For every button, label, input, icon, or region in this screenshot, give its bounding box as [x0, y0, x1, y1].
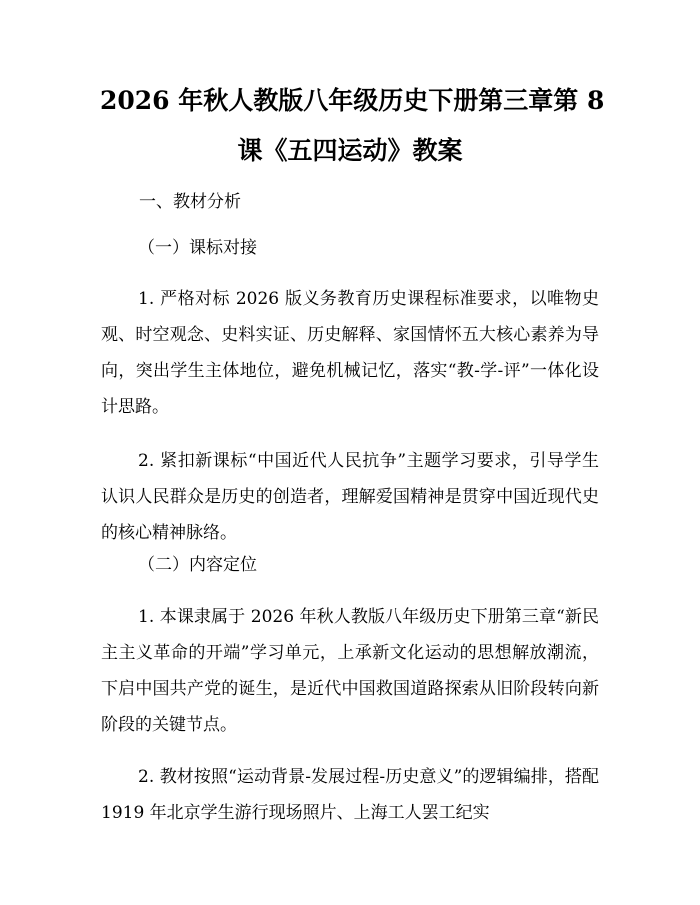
paragraph-curriculum-2: 2. 紧扣新课标“中国近代人民抗争”主题学习要求，引导学生认识人民群众是历史的创造者，理解爱国精神是贯穿中国近现代史的核心精神脉络。 [101, 451, 599, 543]
document-title-line-2: 课《五四运动》教案 [237, 136, 463, 165]
paragraph-content-2: 2. 教材按照“运动背景-发展过程-历史意义”的逻辑编排，搭配 1919 年北京学生游行现场照片、上海工人罢工纪实 [101, 767, 599, 823]
paragraph-content-1: 1. 本课隶属于 2026 年秋人教版八年级历史下册第三章“新民主主义革命的开端”学习单元，上承新文化运动的思想解放潮流，下启中国共产党的诞生，是近代中国救国道路探索从旧阶段转向新阶段的关键节点。 [101, 607, 599, 735]
document-title-line-1: 2026 年秋人教版八年级历史下册第三章第 8 [100, 86, 605, 115]
section-heading-teaching-material-analysis: 一、教材分析 [139, 192, 241, 212]
subsection-heading-curriculum-standards: （一）课标对接 [138, 238, 257, 258]
paragraph-curriculum-1: 1. 严格对标 2026 版义务教育历史课程标准要求，以唯物史观、时空观念、史料实证、历史解释、家国情怀五大核心素养为导向，突出学生主体地位，避免机械记忆，落实“教-学-评”一体化设计思路。 [101, 289, 599, 417]
subsection-heading-content-positioning: （二）内容定位 [138, 555, 257, 575]
